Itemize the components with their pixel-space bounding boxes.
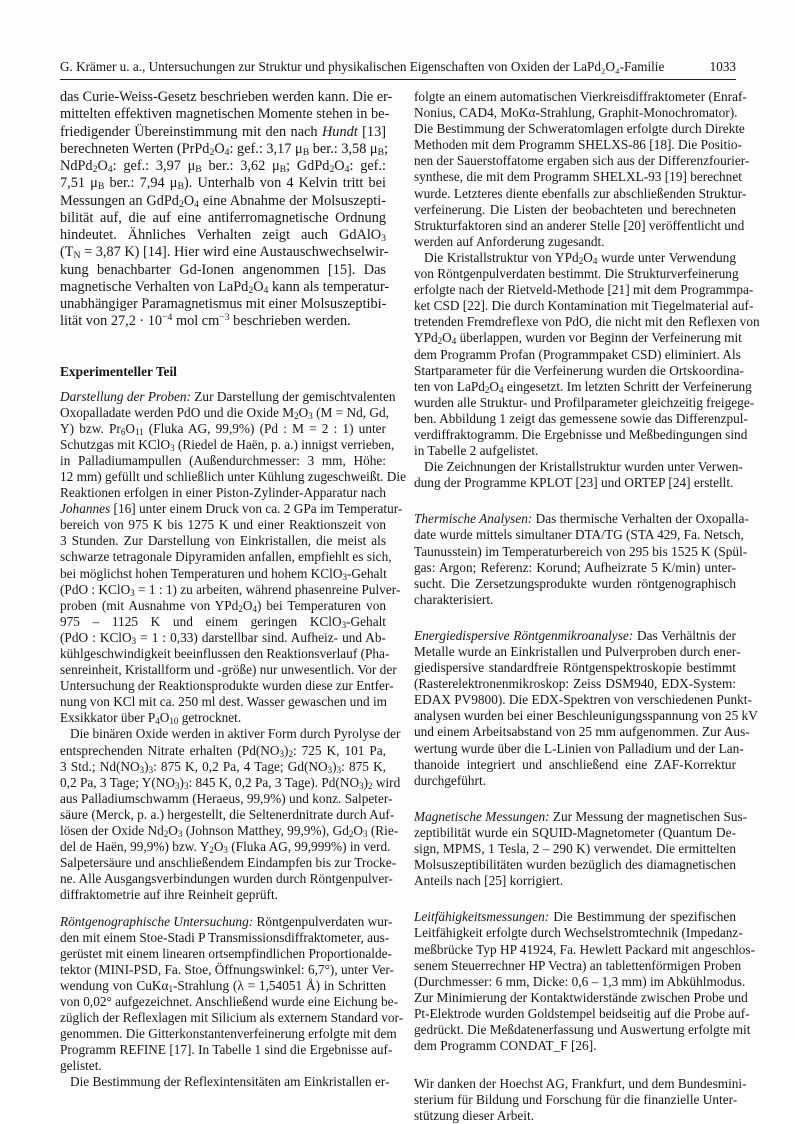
text-line: durchgeführt. [414,772,486,788]
text-line: entsprechenden Nitrate erhalten ($Pd(NO_3)_2$: 725 K, 101 Pa, [60,742,386,759]
text-line: Anteils nach [25] korrigiert. [414,873,564,889]
text-line: EDAX PV9800). Die EDX-Spektren von verschiedenen Punkt- [414,692,752,708]
text-line: den mit einem Stoe-Stadi P Transmissionsdiffraktometer, aus- [60,929,390,945]
text-line: Salpetersäure und anschließendem Eindampfen bis zur Trocke- [60,855,397,871]
text-line: säure (Merck, p. a.) hergestellt, die Seltenerdnitrate durch Auf- [60,806,395,822]
text-line: analysen wurden bei einer Beschleunigungsspannung von 25 kV [414,708,758,724]
text-line: in Tabelle 2 aufgelistet. [414,443,539,459]
text-line: 0,2 Pa, 3 Tage; $Y(NO_3)_3$: 845 K, 0,2 Pa, 3 Tage). $Pd(NO_3)_2$ wird [60,774,401,791]
text-line: bilität auf, die auf eine antiferromagnetische Ordnung [60,209,386,226]
text-line: meßbrücke Typ HP 41924, Fa. Hewlett Packard mit angeschlos- [414,941,756,957]
text-line: Oxopalladate werden PdO und die Oxide $M_2O_3$ (M = Nd, Gd, [60,404,389,421]
text-line: Messungen an $GdPd_2O_4$ eine Abnahme der Molsuszepti- [60,192,387,210]
text-line: lität von $27,2 \cdot 10^{-4}$ mol $cm^{-3}$ beschrieben werden. [60,312,351,330]
text-line: züglich der Reflexlagen mit Silicium als externem Standard vor- [60,1010,404,1026]
text-line: (Rasterelektronenmikroskop: Zeiss DSM940, EDX-System: [414,676,736,692]
text-line: proben (mit Ausnahme von $YPd_2O_4$) bei Temperaturen von [60,597,386,614]
text-line: Thermische Analysen: Das thermische Verhalten der Oxopalla- [414,511,749,527]
text-line: Pt-Elektrode wurden Goldstempel beidseitig auf die Probe auf- [414,1005,750,1021]
text-line: wurde. Letzteres diente ebenfalls zur abschließenden Struktur- [414,185,747,201]
text-line: sterium für Bildung und Forschung für die finanzielle Unter- [414,1092,738,1108]
text-line: stützung dieser Arbeit. [414,1108,535,1124]
text-line: ten von $LaPd_2O_4$ eingesetzt. Im letzten Schritt der Verfeinerung [414,378,752,395]
text-line: nen der Sauerstoffatome ergaben sich aus der Differenzfourier- [414,153,750,169]
text-line: mittelten effektiven magnetischen Momente stehen in be- [60,106,390,123]
text-line: Untersuchung der Reaktionsprodukte wurden diese zur Entfer- [60,678,394,694]
left-column [60,89,407,1091]
text-line: das Curie-Weiss-Gesetz beschrieben werden kann. Die er- [60,89,393,105]
paragraph-gap [414,889,736,909]
text-line: berechneten Werten ($PrPd_2O_4$: gef.: 3,17 $\mu_B$ ber.: 3,58 $\mu_B$; [60,140,389,158]
text-line: erfolgte nach der Rietveld-Methode [21] mit dem Programmpa- [414,282,754,298]
text-line: ne. Alle Ausgangsverbindungen wurden durch Röntgenpulver- [60,871,393,887]
text-line: 3 Stunden. Zur Darstellung von Einkristallen, die meist als [60,533,386,549]
text-line: Die binären Oxide werden in aktiver Form durch Pyrolyse der [70,726,401,742]
text-line: 12 mm) gefüllt und schließlich unter Kühlung zugeschweißt. Die [60,468,407,484]
paragraph-gap [414,1054,736,1076]
text-line: Die Bestimmung der Reflexintensitäten am Einkristallen er- [70,1074,390,1090]
text-line: date wurde mittels simultaner DTA/TG (STA 429, Fa. Netsch, [414,527,744,543]
text-line: (PdO : KClO$_3$ = 1 : 0,33) darstellbar sind. Aufheiz- und Ab- [60,629,386,646]
text-line: Darstellung der Proben: Zur Darstellung der gemischtvalenten [60,388,396,404]
section-heading: Experimenteller Teil [60,363,177,379]
text-line: friedigender Übereinstimmung mit den nach Hundt [13] [60,123,386,140]
text-line: tretenden Fremdreflexe von PdO, die nicht mit den Reflexen von [414,314,760,330]
text-line: Nonius, CAD4, MoKα-Strahlung, Graphit-Monochromator). [414,105,738,121]
text-line: Wir danken der Hoechst AG, Frankfurt, und dem Bundesmini- [414,1076,747,1092]
text-line: Röntgenographische Untersuchung: Röntgenpulverdaten wur- [60,913,393,929]
right-column [414,89,760,1124]
text-line: werden auf Anforderung zugesandt. [414,233,605,249]
paragraph-gap [60,904,386,914]
text-line: Johannes [16] unter einem Druck von ca. 2 GPa im Temperatur- [60,501,403,517]
text-line: ket CSD [22]. Die durch Kontamination mit Tiegelmaterial auf- [414,298,754,314]
text-line: Die Zeichnungen der Kristallstruktur wurden unter Verwen- [424,459,743,475]
text-line: Strukturfaktoren sind an anderer Stelle [20] veröffentlicht und [414,217,745,233]
text-line: ben. Abbildung 1 zeigt das gemessene sowie das Differenzpul- [414,410,748,426]
text-line: dem Programm CONDAT_F [26]. [414,1038,597,1054]
text-line: Leitfähigkeitsmessungen: Die Bestimmung der spezifischen [414,909,736,925]
text-line: $NdPd_2O_4$: gef.: 3,97 $\mu_B$ ber.: 3,62 $\mu_B$; $GdPd_2O_4$: gef.: [60,158,386,175]
text-line: ($T_N = 3,87$ K) [14]. Hier wird eine Austauschwechselwir- [60,244,389,262]
text-line: schwarze tetragonale Dipyramiden anfallen, empfiehlt es sich, [60,549,392,565]
text-line: unabhängiger Paramagnetismus mit einer Molsuszeptibi- [60,296,387,312]
text-line: genommen. Die Gitterkonstantenverfeinerung erfolgte mit dem [60,1026,397,1042]
text-line: kung benachbarter Gd-Ionen angenommen [15]. Das [60,261,386,278]
text-line: senem Steuerrechner HP Vectra) an tablettenförmigen Proben [414,957,742,973]
text-line: senreinheit, Kristallform und -größe) nur unwesentlich. Vor der [60,662,397,678]
text-line: (Durchmesser: 6 mm, Dicke: 0,6 – 1,3 mm) im Abkühlmodus. [414,973,746,989]
text-line: del de Haën, 99,9%) bzw. $Y_2O_3$ (Fluka AG, 99,999%) in verd. [60,839,391,856]
text-line: bereich von 975 K bis 1275 K und einer Reaktionszeit von [60,517,386,533]
paragraph-gap [414,608,736,628]
running-header [60,58,736,76]
text-line: giedispersive standardfreie Röntgenspektroskopie bestimmt [414,660,736,676]
text-line: $YPd_2O_4$ überlappen, wurden vor Beginn der Verfeinerung mit [414,330,742,347]
text-line: aus Palladiumschwamm (Heraeus, 99,9%) und konz. Salpeter- [60,790,393,806]
text-line: Zur Minimierung der Kontaktwiderstände zwischen Probe und [414,989,748,1005]
text-line: Die Kristallstruktur von $YPd_2O_4$ wurde unter Verwendung [424,249,736,266]
text-line: diffraktometrie auf ihre Reinheit geprüft. [60,887,278,903]
text-line: 3 Std.; $Nd(NO_3)_3$: 875 K, 0,2 Pa, 4 Tage; $Gd(NO_3)_3$: 875 K, [60,758,386,775]
paragraph-gap [60,381,386,389]
text-line: verdiffraktogramm. Die Ergebnisse und Meßbedingungen sind [414,426,748,442]
text-line: Startparameter für die Verfeinerung wurden die Ortskoordina- [414,362,744,378]
text-line: gerüstet mit einem linearen ortsempfindlichen Proportionalde- [60,945,392,961]
text-line: magnetische Verhalten von $LaPd_2O_4$ kann als temperatur- [60,278,390,296]
text-line: Methoden mit dem Programm SHELXS-86 [18]. Die Positio- [414,137,742,153]
text-line: zeptibilität wurde ein SQUID-Magnetometer (Quantum De- [414,824,736,840]
text-line: in Palladiumampullen (Außendurchmesser: 3 mm, Höhe: [60,452,386,468]
text-line: Taunusstein) im Temperaturbereich von 295 bis 1525 K (Spül- [414,543,748,559]
running-title: G. Krämer u. a., Untersuchungen zur Struktur und physikalischen Eigenschaften von Oxiden der LaPd₂O₄-Familie [60,59,665,74]
text-line: verfeinerung. Die Listen der beobachteten und berechneten [414,201,736,217]
text-line: Magnetische Messungen: Zur Messung der magnetischen Sus- [414,808,748,824]
text-line: nung von KCl mit ca. 250 ml dest. Wasser gewaschen und im [60,694,387,710]
text-line: Energiedispersive Röntgenmikroanalyse: Das Verhältnis der [414,627,736,643]
text-line: Y) bzw. $Pr_6O_{11}$ (Fluka AG, 99,9%) (Pd : M = 2 : 1) unter [60,420,386,437]
text-line: sign, MPMS, 1 Tesla, 2 – 290 K) verwendet. Die ermittelten [414,841,736,857]
text-line: synthese, die mit dem Programm SHELXL-93 [19] berechnet [414,169,742,185]
text-line: hindeutet. Ähnliches Verhalten zeigt auch GdAlO$_3$ [60,227,386,244]
text-line: thanoide integriert und anschließend eine ZAF-Korrektur [414,756,736,772]
text-line: gas: Argon; Referenz: Korund; Aufheizrate 5 K/min) unter- [414,559,736,575]
text-line: folgte an einem automatischen Vierkreisdiffraktometer (Enraf- [414,89,747,104]
text-line: 975 – 1125 K und einem geringen KClO$_3$-Gehalt [60,613,386,630]
text-line: (PdO : KClO$_3$ = 1 : 1) zu arbeiten, während phasenreine Pulver- [60,581,401,598]
text-line: von Röntgenpulverdaten bestimmt. Die Strukturverfeinerung [414,266,739,282]
text-line: tektor (MINI-PSD, Fa. Stoe, Öffnungswinkel: 6,7°), unter Ver- [60,961,394,977]
text-line: charakterisiert. [414,591,494,607]
paragraph-gap [414,789,736,809]
text-line: bei möglichst hohen Temperaturen und hohem KClO$_3$-Gehalt [60,565,387,582]
text-line: Molsuszeptibilitäten wurden bezüglich des diamagnetischen [414,857,736,873]
text-line: 7,51 $\mu_B$ ber.: 7,94 $\mu_B$). Unterhalb von 4 Kelvin tritt bei [60,175,386,193]
text-line: gedrückt. Die Meßdatenerfassung und Auswertung erfolgte mit [414,1021,751,1037]
text-line: dung der Programme KPLOT [23] und ORTEP [24] erstellt. [414,475,734,491]
text-line: sucht. Die Zersetzungsprodukte wurden röntgenographisch [414,575,736,591]
text-line: Metalle wurde an Einkristallen und Pulverproben durch ener- [414,644,741,659]
header-rule [60,79,736,80]
text-line: Exsikkator über $P_4O_{10}$ getrocknet. [60,710,242,727]
text-line: lösen der Oxide $Nd_2O_3$ (Johnson Matthey, 99,9%), $Gd_2O_3$ (Rie- [60,823,399,840]
text-line: wendung von CuKα$_1$-Strahlung (λ = 1,54051 Å) in Schritten [60,977,386,994]
text-line: Leitfähigkeit erfolgte durch Wechselstromtechnik (Impedanz- [414,925,743,941]
text-line: kühlgeschwindigkeit beeinflussen den Reaktionsverlauf (Pha- [60,646,390,661]
text-line: Reaktionen erfolgen in einer Piston-Zylinder-Apparatur nach [60,485,386,501]
text-line: gelistet. [60,1058,102,1074]
text-line: von 0,02° aufgezeichnet. Anschließend wurde eine Eichung be- [60,993,398,1009]
paragraph-gap [60,331,386,363]
text-line: dem Programm Profan (Programmpaket CSD) eliminiert. Als [414,346,741,362]
paragraph-gap [414,491,736,511]
text-line: wertung wurde über die L-Linien von Palladium und der Lan- [414,740,744,756]
text-line: Programm REFINE [17]. In Tabelle 1 sind die Ergebnisse auf- [60,1042,393,1058]
page-number: 1033 [709,59,736,74]
text-line: Die Bestimmung der Schweratomlagen erfolgte durch Direkte [414,121,745,137]
text-line: Schutzgas mit KClO$_3$ (Riedel de Haën, p. a.) innigst verrieben, [60,436,395,453]
text-line: und einem Arbeitsabstand von 25 mm aufgenommen. Zur Aus- [414,724,750,740]
text-line: wurden alle Struktur- und Profilparameter gleichzeitig freigege- [414,394,755,410]
